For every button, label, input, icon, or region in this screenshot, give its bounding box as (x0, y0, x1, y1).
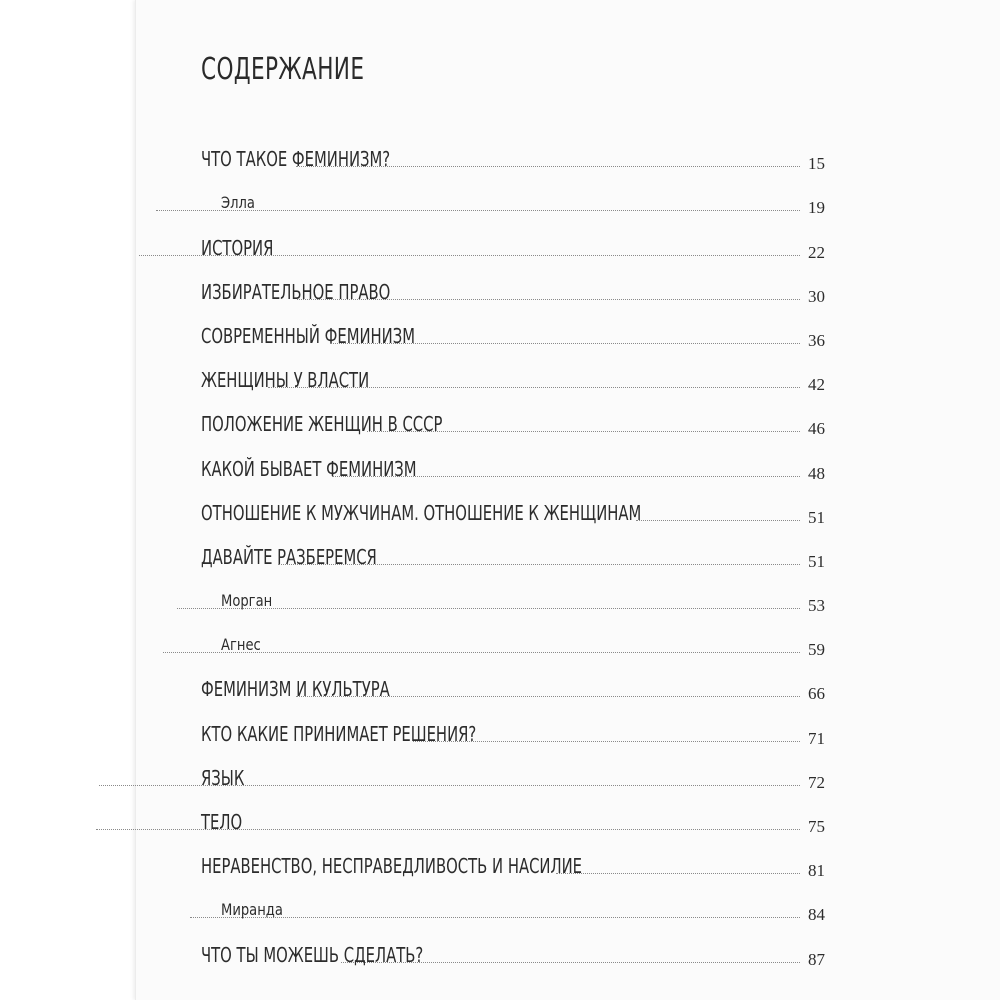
toc-page-number: 81 (808, 861, 825, 881)
toc-entry (201, 395, 825, 439)
toc-page-number: 42 (808, 375, 825, 395)
toc-entry-label: Миранда (221, 900, 283, 920)
toc-entry-label: ЖЕНЩИНЫ У ВЛАСТИ (201, 368, 370, 393)
toc-entry (201, 528, 825, 572)
toc-entry-label: Агнес (221, 635, 261, 655)
toc-entry (201, 793, 825, 837)
toc-entry-label: ФЕМИНИЗМ И КУЛЬТУРА (201, 677, 390, 702)
toc-entry-label: ОТНОШЕНИЕ К МУЖЧИНАМ. ОТНОШЕНИЕ К ЖЕНЩИНАМ (201, 500, 642, 525)
dot-leader (556, 873, 800, 874)
toc-page-number: 30 (808, 286, 825, 306)
toc-page-number: 22 (808, 242, 825, 262)
dot-leader (636, 520, 800, 521)
toc-entry (201, 925, 825, 969)
toc-entry-label: ЧТО ТАКОЕ ФЕМИНИЗМ? (201, 147, 391, 172)
toc-page-number: 15 (808, 154, 825, 174)
toc-entry-label: ДАВАЙТЕ РАЗБЕРЕМСЯ (201, 544, 377, 569)
toc-entry-label: ПОЛОЖЕНИЕ ЖЕНЩИН В СССР (201, 412, 443, 437)
toc-page-number: 46 (808, 419, 825, 439)
toc-page-number: 53 (808, 596, 825, 616)
toc-entry-label: НЕРАВЕНСТВО, НЕСПРАВЕДЛИВОСТЬ И НАСИЛИЕ (201, 854, 583, 879)
toc-entry-label: ИСТОРИЯ (201, 235, 274, 260)
toc-entry (201, 130, 825, 174)
toc-entry (201, 484, 825, 528)
toc-page-number: 71 (808, 728, 825, 748)
toc-entry (201, 837, 825, 881)
toc-page-number: 51 (808, 507, 825, 527)
toc-page-number: 66 (808, 684, 825, 704)
toc-entry (201, 704, 825, 748)
toc-subentry (201, 572, 825, 616)
toc-entry-label: ЯЗЫК (201, 765, 245, 790)
toc-entry (201, 351, 825, 395)
toc-entry-label: ИЗБИРАТЕЛЬНОЕ ПРАВО (201, 279, 391, 304)
toc-page-number: 19 (808, 198, 825, 218)
page-title: СОДЕРЖАНИЕ (201, 52, 365, 87)
toc-entry (201, 749, 825, 793)
toc-entry (201, 439, 825, 483)
toc-page-number: 48 (808, 463, 825, 483)
toc-entry (201, 307, 825, 351)
toc-page-number: 72 (808, 772, 825, 792)
toc-entry-label: Морган (221, 591, 273, 611)
toc-entry-label: КТО КАКИЕ ПРИНИМАЕТ РЕШЕНИЯ? (201, 721, 477, 746)
toc-entry-label: КАКОЙ БЫВАЕТ ФЕМИНИЗМ (201, 456, 417, 481)
toc-subentry (201, 881, 825, 925)
toc-page-number: 36 (808, 330, 825, 350)
table-of-contents (201, 130, 825, 970)
toc-subentry (201, 616, 825, 660)
toc-entry (201, 660, 825, 704)
toc-page-number: 51 (808, 551, 825, 571)
toc-entry-label: ЧТО ТЫ МОЖЕШЬ СДЕЛАТЬ? (201, 942, 424, 967)
toc-entry (201, 263, 825, 307)
toc-subentry (201, 174, 825, 218)
toc-entry-label: СОВРЕМЕННЫЙ ФЕМИНИЗМ (201, 323, 416, 348)
toc-page-number: 84 (808, 905, 825, 925)
toc-page-number: 75 (808, 817, 825, 836)
toc-entry-label: ТЕЛО (201, 810, 243, 834)
toc-entry-label: Элла (221, 193, 255, 213)
toc-entry (201, 218, 825, 262)
toc-page-number: 59 (808, 640, 825, 660)
toc-page-number: 87 (808, 949, 825, 969)
